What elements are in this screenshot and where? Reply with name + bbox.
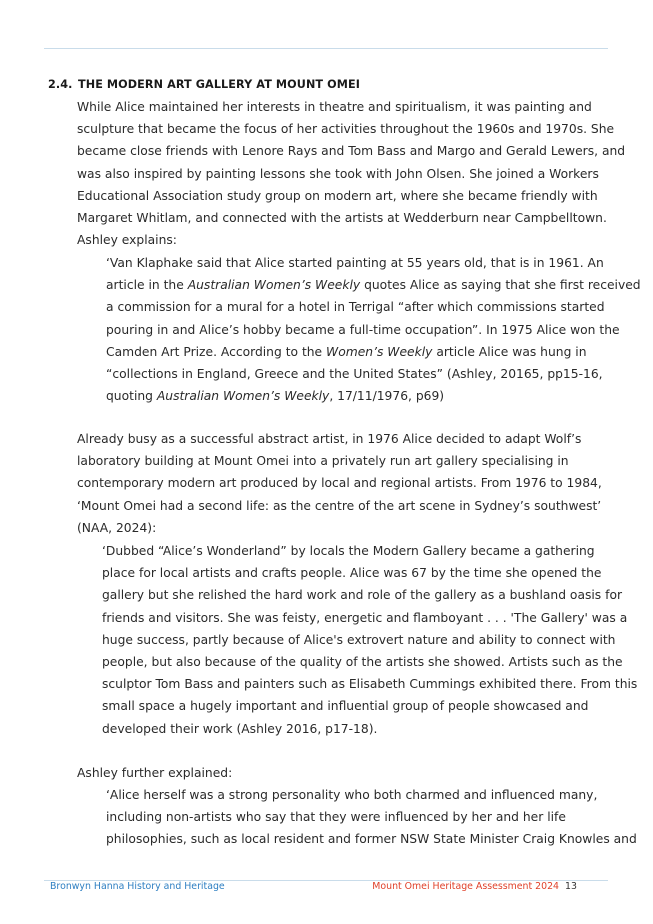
paragraph-1 [77,96,625,251]
quote-text: quoting [106,389,157,404]
quote-text: Camden Art Prize. According to the [106,344,327,359]
paragraph-3 [77,762,232,784]
paragraph-line: (NAA, 2024): [77,520,157,535]
paragraph-line: was also inspired by painting lessons she took with John Olsen. She joined a Workers [77,166,599,181]
quote-line: huge success, partly because of Alice's extrovert nature and ability to connect with [102,632,616,647]
paragraph-line: Already busy as a successful abstract artist, in 1976 Alice decided to adapt Wolf’s [77,432,582,446]
block-quote-2 [102,540,637,740]
quote-line: place for local artists and crafts people. Alice was 67 by the time she opened the [102,566,602,581]
paragraph-line: became close friends with Lenore Rays and Tom Bass and Margo and Gerald Lewers, and [77,144,626,159]
quote-line: philosophies, such as local resident and former NSW State Minister Craig Knowles and [106,832,637,847]
header-rule [44,48,608,49]
paragraph-line: Margaret Whitlam, and connected with the artists at Wedderburn near Campbelltown. [77,210,607,225]
paragraph-line: contemporary modern art produced by local and regional artists. From 1976 to 1984, [77,476,602,491]
quote-line [106,385,641,407]
paragraph-line: Ashley further explained: [77,766,233,780]
quote-line: sculptor Tom Bass and painters such as Elisabeth Cummings exhibited there. From this [102,677,638,692]
quote-line [106,341,641,363]
block-quote-1 [106,252,641,407]
quote-line: ‘Van Klaphake said that Alice started painting at 55 years old, that is in 1961. An [106,256,604,270]
quote-text: , 17/11/1976, p69) [329,389,445,404]
quote-line: “collections in England, Greece and the United States” (Ashley, 20165, pp15-16, [106,366,603,381]
quote-line: pouring in and Alice’s hobby became a full-time occupation”. In 1975 Alice won the [106,322,620,337]
block-quote-3 [106,784,637,851]
paragraph-line: While Alice maintained her interests in theatre and spiritualism, it was painting and [77,100,592,114]
quote-italic: Women’s Weekly [326,344,433,359]
paragraph-line: Educational Association study group on modern art, where she became friendly with [77,188,598,203]
quote-line: including non-artists who say that they were influenced by her and her life [106,810,566,825]
paragraph-line: Ashley explains: [77,233,177,248]
quote-line: ‘Dubbed “Alice’s Wonderland” by locals the Modern Gallery became a gathering [102,544,595,558]
paragraph-line: laboratory building at Mount Omei into a privately run art gallery specialising in [77,454,569,469]
quote-line: friends and visitors. She was feisty, energetic and flamboyant . . . 'The Gallery' was a [102,610,628,625]
quote-line: small space a hugely important and influential group of people showcased and [102,699,589,714]
quote-text: article in the [106,278,188,293]
section-heading [48,78,360,91]
footer-document-title: Mount Omei Heritage Assessment 2024 [372,881,559,892]
paragraph-line: sculpture that became the focus of her activities throughout the 1960s and 1970s. She [77,122,615,137]
section-number: 2.4. [48,78,73,91]
paragraph-line: ‘Mount Omei had a second life: as the centre of the art scene in Sydney’s southwest’ [77,498,602,513]
footer-author: Bronwyn Hanna History and Heritage [50,881,225,892]
paragraph-2 [77,428,602,539]
quote-line: ‘Alice herself was a strong personality who both charmed and influenced many, [106,788,598,802]
page-number: 13 [565,881,577,892]
quote-text: article Alice was hung in [432,344,587,359]
section-title: THE MODERN ART GALLERY AT MOUNT OMEI [78,78,360,91]
quote-line [106,274,641,296]
quote-line: people, but also because of the quality of the artists she showed. Artists such as the [102,654,623,669]
quote-line: gallery but she relished the hard work and role of the gallery as a bushland oasis for [102,588,623,603]
quote-italic: Australian Women’s Weekly [187,278,361,293]
quote-text: quotes Alice as saying that she first received [360,278,641,293]
quote-line: developed their work (Ashley 2016, p17-18). [102,721,378,736]
quote-line: a commission for a mural for a hotel in Terrigal “after which commissions started [106,300,605,315]
quote-italic: Australian Women’s Weekly [156,389,330,404]
